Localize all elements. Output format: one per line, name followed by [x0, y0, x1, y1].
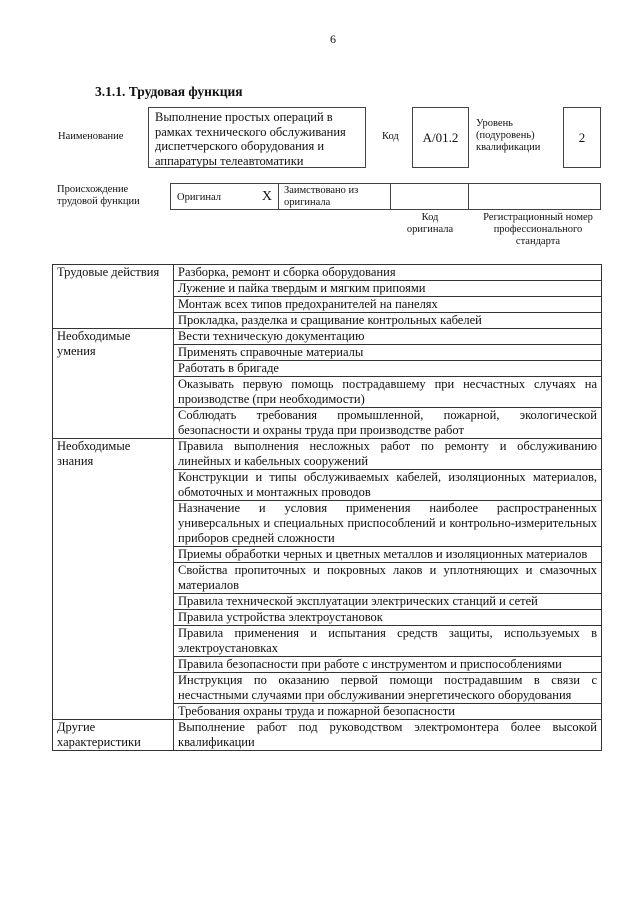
section-label: Необходимые знания [53, 439, 174, 720]
section-item: Правила применения и испытания средств защиты, используемых в электроустановках [174, 626, 602, 657]
labor-function-table [52, 264, 602, 751]
table-row [53, 720, 602, 751]
section-label: Другие характеристики [53, 720, 174, 751]
name-value: Выполнение простых операций в рамках технического обслуживания диспетчерского оборудования и аппаратуры телеавтоматики [148, 107, 366, 168]
reg-number-cell [468, 183, 601, 210]
section-item: Разборка, ремонт и сборка оборудования [174, 265, 602, 281]
section-item: Лужение и пайка твердым и мягким припоями [174, 281, 602, 297]
page-number: 6 [330, 32, 336, 46]
original-cell [170, 183, 279, 210]
section-item: Применять справочные материалы [174, 345, 602, 361]
original-mark: X [261, 189, 272, 204]
section-item: Вести техническую документацию [174, 329, 602, 345]
section-heading: 3.1.1. Трудовая функция [95, 84, 243, 99]
original-code-cell [390, 183, 469, 210]
code-value: A/01.2 [412, 107, 469, 168]
section-item: Инструкция по оказанию первой помощи пострадавшим в связи с несчастными случаями при обслуживании энергетического оборудования [174, 673, 602, 704]
section-item: Выполнение работ под руководством электромонтера более высокой квалификации [174, 720, 602, 751]
section-item: Прокладка, разделка и сращивание контрольных кабелей [174, 313, 602, 329]
level-label: Уровень (подуровень) квалификации [476, 118, 541, 153]
section-item: Работать в бригаде [174, 361, 602, 377]
section-item: Оказывать первую помощь пострадавшему при несчастных случаях на производстве (при необходимости) [174, 377, 602, 408]
origin-label: Происхождение трудовой функции [57, 184, 140, 207]
section-label: Трудовые действия [53, 265, 174, 329]
original-code-caption: Код оригинала [406, 212, 454, 235]
borrowed-cell: Заимствовано из оригинала [278, 183, 391, 210]
original-label: Оригинал [177, 192, 221, 203]
table-row [53, 329, 602, 345]
section-item: Правила безопасности при работе с инструментом и приспособлениями [174, 657, 602, 673]
section-item: Конструкции и типы обслуживаемых кабелей, изоляционных материалов, обмоточных и монтажных проводов [174, 470, 602, 501]
reg-number-caption: Регистрационный номер профессионального стандарта [483, 212, 593, 247]
section-item: Правила выполнения несложных работ по ремонту и обслуживанию линейных и кабельных сооружений [174, 439, 602, 470]
name-label: Наименование [58, 131, 124, 142]
section-item: Соблюдать требования промышленной, пожарной, экологической безопасности и охраны труда при производстве работ [174, 408, 602, 439]
level-value: 2 [563, 107, 601, 168]
section-item: Свойства пропиточных и покровных лаков и уплотняющих и смазочных материалов [174, 563, 602, 594]
section-item: Назначение и условия применения наиболее распространенных универсальных и специальных приспособлений и контрольно-измерительных приборов средней сложности [174, 501, 602, 547]
section-item: Монтаж всех типов предохранителей на панелях [174, 297, 602, 313]
table-row [53, 265, 602, 281]
section-item: Требования охраны труда и пожарной безопасности [174, 704, 602, 720]
table-row [53, 439, 602, 470]
code-label: Код [382, 131, 399, 142]
section-item: Приемы обработки черных и цветных металлов и изоляционных материалов [174, 547, 602, 563]
section-item: Правила технической эксплуатации электрических станций и сетей [174, 594, 602, 610]
section-label: Необходимые умения [53, 329, 174, 439]
section-item: Правила устройства электроустановок [174, 610, 602, 626]
